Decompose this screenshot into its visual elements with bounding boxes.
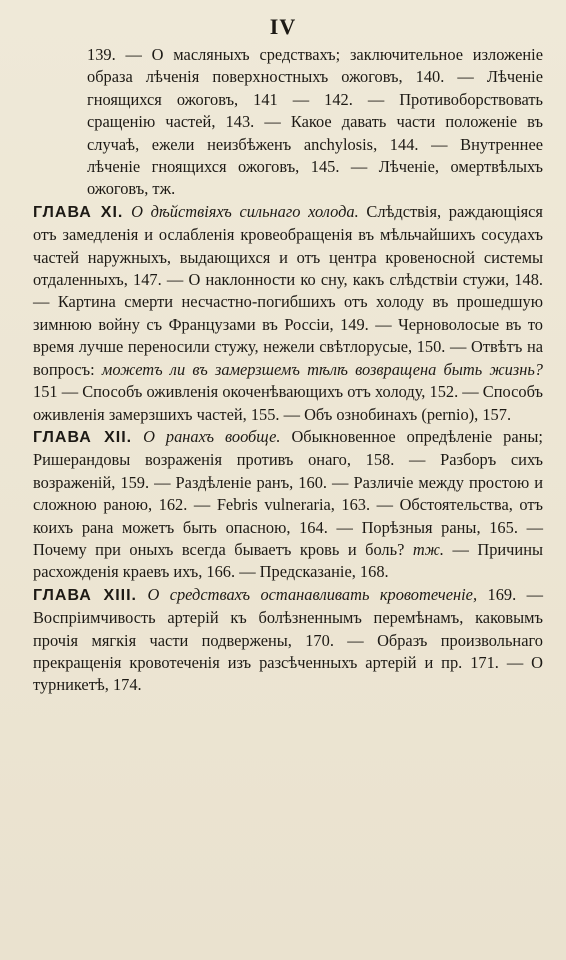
table-of-contents-text xyxy=(33,44,543,697)
continued-entry: 139. — О масляныхъ средствахъ; заключительное изложеніе образа лѣченія поверхностныхъ ожоговъ, 140. — Лѣченіе гноящихся ожоговъ, 141 — 142. — Противоборствовать сращенію частей, 143. — Какое давать части положеніе въ случаѣ, ежели неизбѣженъ anchylosis, 144. — Внутреннее лѣченіе гноящихся ожоговъ, 145. — Лѣченіе, омертвѣлыхъ ожоговъ, тж. xyxy=(87,45,543,199)
chapter-summary: Слѣдствія, раждающіяся отъ замедленія и ослабленія кровеобращенія въ мѣльчайшихъ сосудахъ частей наружныхъ, выдающихся и отъ центра кровеносной системы отдаленныхъ, 147. — О наклонности ко сну, какъ слѣдствіи стужи, 148. — Картина смерти несчастно-погибшихъ отъ холоду въ прошедшую зимнюю войну съ Французами въ Россіи, 149. — Черноволосые въ то время лучше переносили стужу, нежели свѣтлорусые, 150. — Отвѣтъ на вопросъ: xyxy=(33,201,543,379)
chapter-summary-continued: 151 — Способъ оживленія окоченѣвающихъ отъ холоду, 152. — Способъ оживленія замерзшихъ частей, 155. — Объ ознобинахъ (perniо), 157. xyxy=(33,382,543,424)
chapter-title: О дѣйствіяхъ сильнаго холода. xyxy=(131,201,359,221)
chapter-title: О средствахъ останавливать кровотеченіе, xyxy=(147,584,478,604)
chapter-summary: Обыкновенное опредѣленіе раны; Ришерандовы возраженія противъ онаго, 158. — Разборъ сихъ возраженій, 159. — Раздѣленіе ранъ, 160. — Различіе между простою и сложною раною, 162. — Febris vulneraria, 163. — Обстоятельства, отъ коихъ рана можетъ быть опасною, 164. — Порѣзныя раны, 165. — Почему при оныхъ всегда бываетъ кровь и боль? xyxy=(33,426,543,559)
chapter-title: О ранахъ вообще. xyxy=(143,426,281,446)
chapter-question: можетъ ли въ замерзшемъ тѣлѣ возвращена быть жизнь? xyxy=(101,359,543,379)
chapter-label: ГЛАВА XII. xyxy=(33,428,133,446)
chapter-xi xyxy=(33,201,543,426)
page-number: IV xyxy=(269,14,297,39)
chapter-label: ГЛАВА XIII. xyxy=(33,586,137,604)
chapter-summary-continued: — Причины расхожденія краевъ ихъ, 166. — Предсказаніе, 168. xyxy=(33,539,543,582)
chapter-summary: 169. — Воспріимчивость артерій къ болѣзненнымъ перемѣнамъ, каковымъ прочія мягкія части подвержены, 170. — Образъ произвольнаго прекращенія кровотеченія изъ разсѣченныхъ артерій и пр. 171. — О турникетѣ, 174. xyxy=(33,584,544,695)
chapter-abbreviation: тж. xyxy=(412,539,445,559)
chapter-label: ГЛАВА XI. xyxy=(33,203,124,221)
chapter-xii xyxy=(33,426,543,584)
chapter-xiii xyxy=(33,584,543,697)
